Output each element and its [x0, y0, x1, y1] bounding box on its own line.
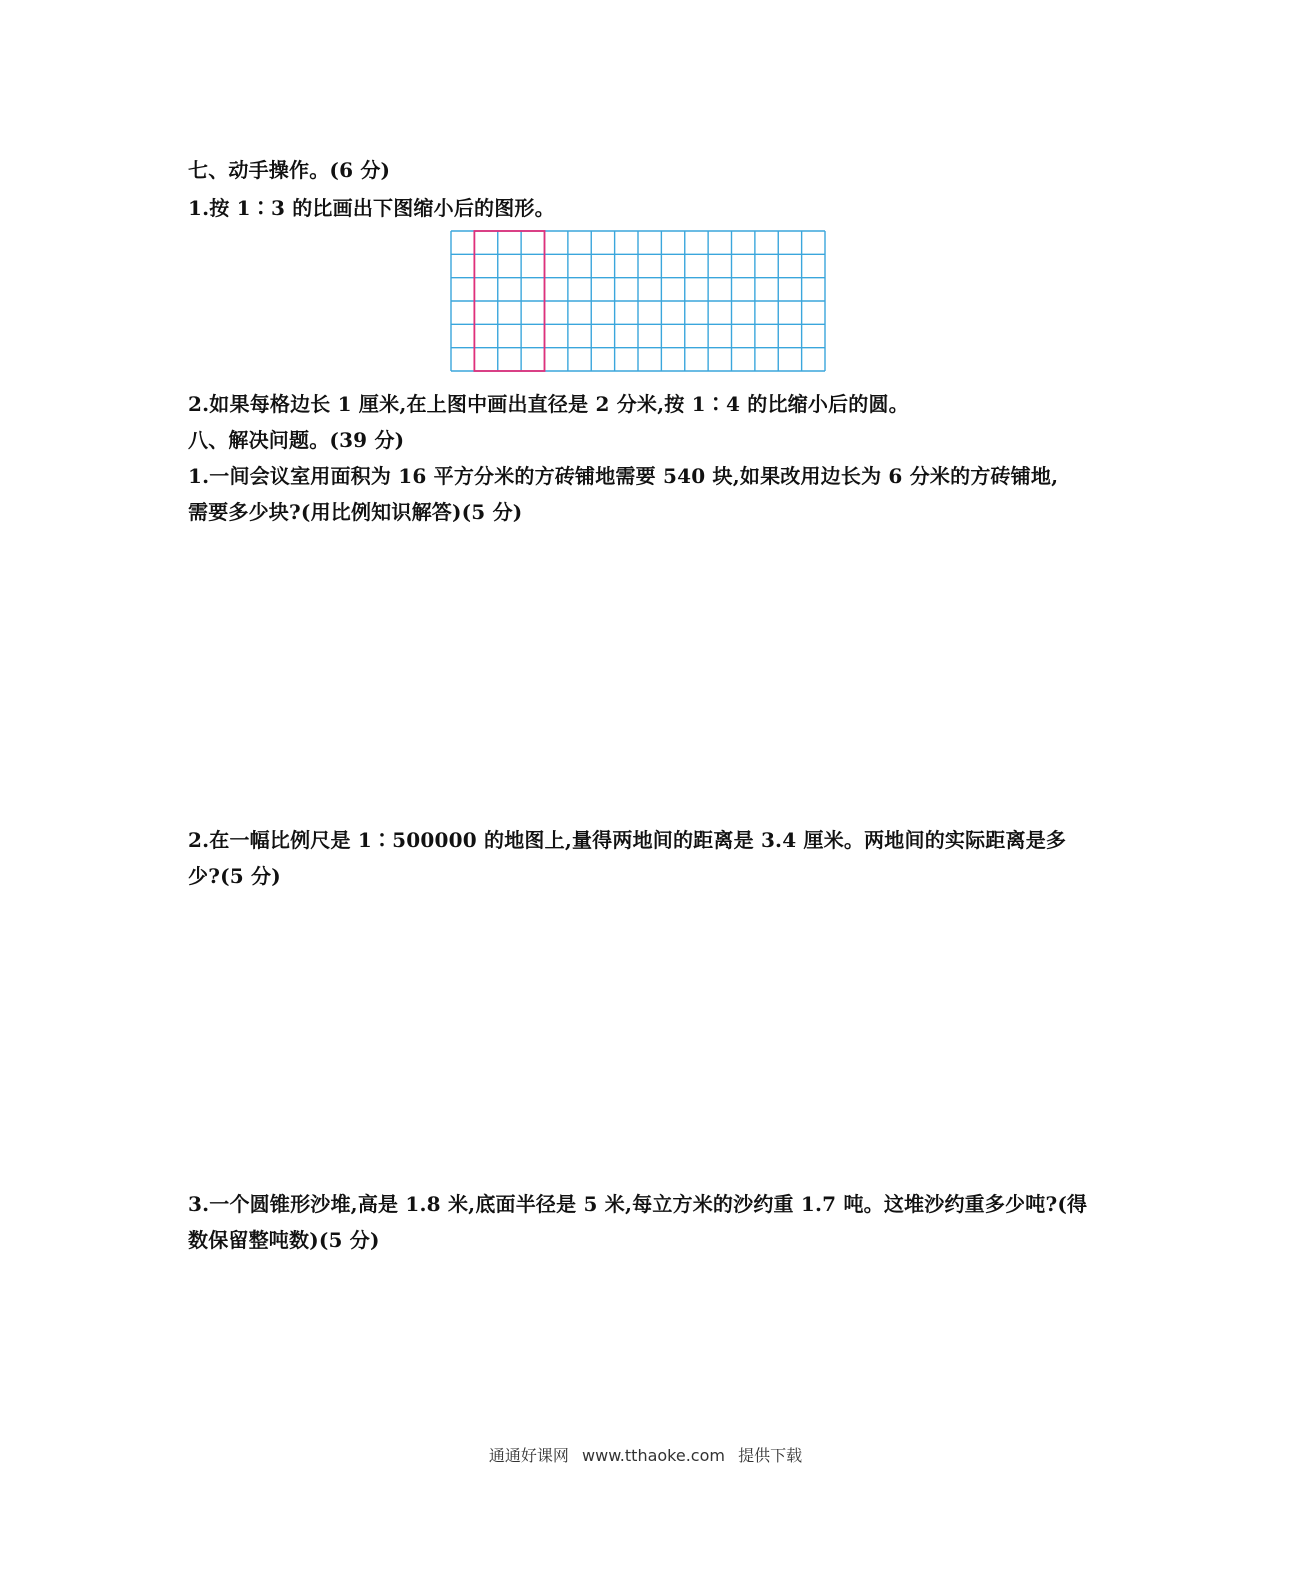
- question-8-1-line-2: 需要多少块?(用比例知识解答)(5 分): [188, 500, 523, 524]
- section-8-title: 八、解决问题。(39 分): [188, 428, 405, 452]
- page-footer: [0, 1445, 1291, 1467]
- question-8-2-line-2: 少?(5 分): [188, 864, 281, 888]
- question-8-1-line-1: 1.一间会议室用面积为 16 平方分米的方砖铺地需要 540 块,如果改用边长为 6 分米的方砖铺地,: [188, 464, 1059, 488]
- question-8-2-line-1: 2.在一幅比例尺是 1∶500000 的地图上,量得两地间的距离是 3.4 厘米。两地间的实际距离是多: [188, 828, 1067, 852]
- square-grid: [450, 230, 826, 372]
- question-8-3-line-1: 3.一个圆锥形沙堆,高是 1.8 米,底面半径是 5 米,每立方米的沙约重 1.7 吨。这堆沙约重多少吨?(得: [188, 1192, 1088, 1216]
- footer-site-name: 通通好课网: [488, 1446, 569, 1465]
- footer-tail: 提供下载: [738, 1446, 803, 1465]
- question-8-3-line-2: 数保留整吨数)(5 分): [188, 1228, 380, 1252]
- footer-url[interactable]: www.tthaoke.com: [582, 1446, 725, 1465]
- section-7-title: 七、动手操作。(6 分): [188, 158, 391, 182]
- question-7-1: 1.按 1∶3 的比画出下图缩小后的图形。: [188, 196, 555, 220]
- question-7-2: 2.如果每格边长 1 厘米,在上图中画出直径是 2 分米,按 1∶4 的比缩小后的圆。: [188, 392, 909, 416]
